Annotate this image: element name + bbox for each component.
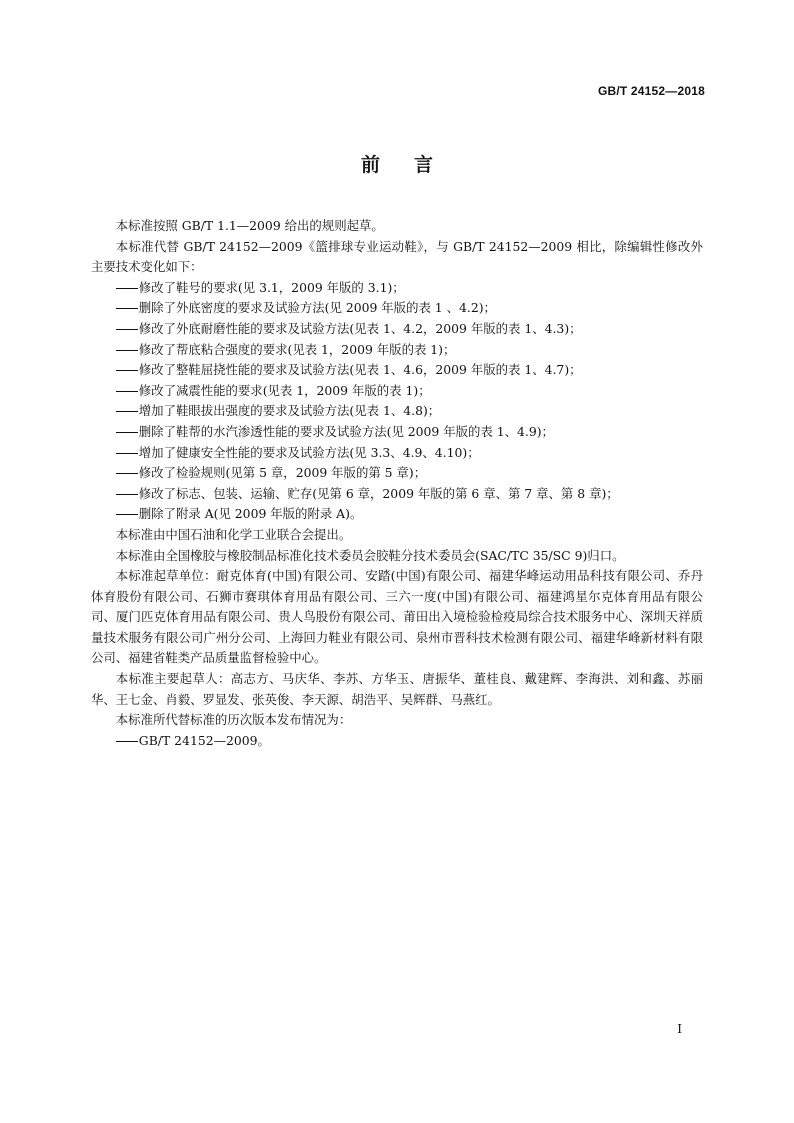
- change-text: 增加了鞋眼拔出强度的要求及试验方法(见表 1、4.8)；: [138, 403, 441, 419]
- change-item: [91, 484, 703, 505]
- preface-body: [91, 216, 703, 751]
- history-item: [91, 731, 703, 752]
- dash-mark: [116, 411, 138, 412]
- change-item: [91, 443, 703, 464]
- page-title: 前言: [360, 154, 467, 176]
- paragraph-replacement: 本标准代替 GB/T 24152—2009《篮排球专业运动鞋》，与 GB/T 24152—2009 相比，除编辑性修改外主要技术变化如下：: [91, 238, 703, 275]
- paragraph-drafting-units: 本标准起草单位：耐克体育(中国)有限公司、安踏(中国)有限公司、福建华峰运动用品科技有限公司、乔丹体育股份有限公司、石狮市赛琪体育用品有限公司、三六一度(中国)有限公司、福建鸿星尔克体育用品有限公司、厦门匹克体育用品有限公司、贵人鸟股份有限公司、莆田出入境检验检疫局综合技术服务中心、深圳天祥质量技术服务有限公司广州分公司、上海回力鞋业有限公司、泉州市晋科技术检测有限公司、福建华峰新材料有限公司、福建省鞋类产品质量监督检验中心。: [91, 568, 703, 666]
- dash-mark: [116, 329, 138, 330]
- change-text: 删除了鞋帮的水汽渗透性能的要求及试验方法(见 2009 年版的表 1、4.9)；: [138, 423, 554, 439]
- dash-mark: [116, 473, 138, 474]
- paragraph-committee: 本标准由全国橡胶与橡胶制品标准化技术委员会胶鞋分技术委员会(SAC/TC 35/SC 9)归口。: [115, 547, 625, 563]
- paragraph-proposer: 本标准由中国石油和化学工业联合会提出。: [115, 526, 352, 542]
- change-item: [91, 463, 703, 484]
- change-item: [91, 381, 703, 402]
- change-item: [91, 319, 703, 340]
- change-item: [91, 340, 703, 361]
- change-text: 修改了帮底粘合强度的要求(见表 1，2009 年版的表 1)；: [138, 341, 456, 357]
- change-item: [91, 401, 703, 422]
- change-text: 删除了外底密度的要求及试验方法(见 2009 年版的表 1 、4.2)；: [138, 300, 496, 316]
- dash-mark: [116, 453, 138, 454]
- change-text: 修改了检验规则(见第 5 章，2009 年版的第 5 章)；: [138, 465, 427, 481]
- change-text: 修改了整鞋屈挠性能的要求及试验方法(见表 1、4.6，2009 年版的表 1、4.7)；: [138, 362, 582, 378]
- dash-mark: [116, 350, 138, 351]
- paragraph-history-intro: 本标准所代替标准的历次版本发布情况为：: [115, 712, 352, 728]
- change-text: 增加了健康安全性能的要求及试验方法(见 3.3、4.9、4.10)；: [138, 444, 480, 460]
- change-text: 修改了外底耐磨性能的要求及试验方法(见表 1、4.2，2009 年版的表 1、4.3)；: [138, 320, 582, 336]
- change-text: 修改了减震性能的要求(见表 1，2009 年版的表 1)；: [138, 382, 431, 398]
- dash-mark: [116, 370, 138, 371]
- change-item: [91, 278, 703, 299]
- history-text: GB/T 24152—2009。: [138, 732, 270, 748]
- dash-mark: [116, 432, 138, 433]
- dash-mark: [116, 288, 138, 289]
- change-text: 修改了鞋号的要求(见 3.1，2009 年版的 3.1)；: [138, 279, 405, 295]
- page-number: I: [677, 1022, 682, 1036]
- dash-mark: [116, 308, 138, 309]
- change-text: 删除了附录 A(见 2009 年版的附录 A)。: [138, 506, 363, 522]
- dash-mark: [116, 741, 138, 742]
- change-item: [91, 504, 703, 525]
- change-item: [91, 360, 703, 381]
- change-text: 修改了标志、包装、运输、贮存(见第 6 章，2009 年版的第 6 章、第 7 章、第 8 章)；: [138, 485, 619, 501]
- change-item: [91, 422, 703, 443]
- dash-mark: [116, 494, 138, 495]
- paragraph-drafters: 本标准主要起草人：高志方、马庆华、李苏、方华玉、唐振华、董桂良、戴建辉、李海洪、刘和鑫、苏丽华、王七金、肖毅、罗显发、张英俊、李天源、胡浩平、吴辉群、马燕红。: [91, 671, 703, 707]
- standard-code: GB/T 24152—2018: [597, 84, 705, 98]
- dash-mark: [116, 514, 138, 515]
- change-item: [91, 298, 703, 319]
- dash-mark: [116, 391, 138, 392]
- paragraph-drafting-rules: 本标准按照 GB/T 1.1—2009 给出的规则起草。: [115, 218, 384, 233]
